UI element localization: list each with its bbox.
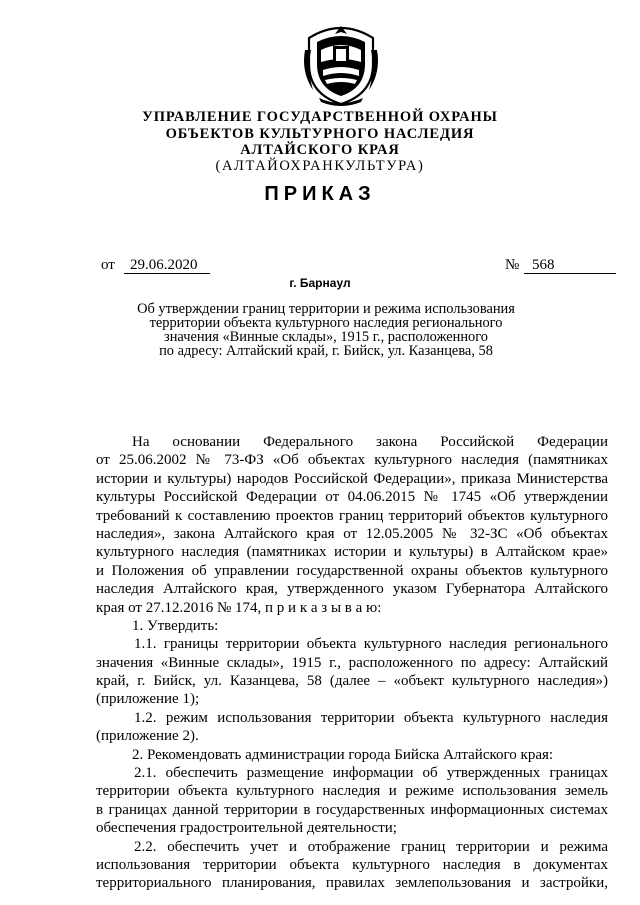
org-short-name: (АЛТАЙОХРАНКУЛЬТУРА) bbox=[215, 158, 425, 174]
document-subject bbox=[100, 302, 552, 358]
body-line: в границах данной территории в государственных информационных системах bbox=[96, 801, 608, 818]
document-type-title: ПРИКАЗ bbox=[264, 183, 376, 205]
subject-line: территории объекта культурного наследия регионального bbox=[149, 315, 503, 331]
document-number: 568 bbox=[524, 257, 616, 274]
body-line: обеспечения градостроительной деятельности; bbox=[96, 820, 397, 837]
list-item-2-2: 2.2. обеспечить учет и отображение границ территории и режима bbox=[134, 838, 608, 855]
document-date: 29.06.2020 bbox=[124, 257, 210, 274]
list-item-1: 1. Утвердить: bbox=[132, 617, 219, 634]
body-line: значения «Винные склады», 1915 г., расположенного по адресу: Алтайский bbox=[96, 654, 608, 671]
list-item-1-2: 1.2. режим использования территории объекта культурного наследия bbox=[134, 709, 608, 726]
body-line: На основании Федерального закона Российской Федерации bbox=[132, 434, 608, 450]
body-line: требований к составлению проектов границ территорий объектов культурного bbox=[96, 507, 608, 524]
body-line: территории объекта культурного наследия и режиме использования земель bbox=[96, 783, 608, 800]
city-label: г. Барнаул bbox=[289, 276, 351, 290]
body-line: от 25.06.2002 № 73-ФЗ «Об объектах культурного наследия (памятниках bbox=[96, 452, 608, 469]
list-item-2-1: 2.1. обеспечить размещение информации об утвержденных границах bbox=[134, 765, 608, 782]
subject-line: по адресу: Алтайский край, г. Бийск, ул. Казанцева, 58 bbox=[159, 343, 493, 359]
body-line: культурного наследия (памятниках истории и культуры) в Алтайском крае» bbox=[96, 544, 608, 561]
org-name-line: АЛТАЙСКОГО КРАЯ bbox=[240, 142, 400, 158]
body-line: использования территории объекта культурного наследия в документах bbox=[96, 856, 608, 873]
body-line: (приложение 2). bbox=[96, 728, 199, 745]
number-prefix: № bbox=[505, 257, 520, 273]
subject-line: значения «Винные склады», 1915 г., расположенного bbox=[164, 329, 488, 345]
body-line: территориального планирования, правилах землепользования и застройки, bbox=[96, 875, 608, 892]
date-prefix: от bbox=[101, 257, 115, 273]
body-line: (приложение 1); bbox=[96, 691, 200, 708]
org-name-line: УПРАВЛЕНИЕ ГОСУДАРСТВЕННОЙ ОХРАНЫ bbox=[142, 109, 498, 125]
body-line: культуры Российской Федерации от 04.06.2015 № 1745 «Об утверждении bbox=[96, 489, 608, 506]
body-line: наследия Алтайского края, утвержденного указом Губернатора Алтайского bbox=[96, 581, 608, 598]
body-line: и Положения об управлении государственной охраны объектов культурного bbox=[96, 562, 608, 579]
body-line: край, г. Бийск, ул. Казанцева, 58 (далее – «объект культурного наследия») bbox=[96, 673, 608, 690]
body-line: края от 27.12.2016 № 174, п р и к а з ы в а ю: bbox=[96, 599, 382, 616]
body-line: истории и культуры) народов Российской Федерации», приказа Министерства bbox=[96, 470, 608, 487]
coat-of-arms-emblem bbox=[299, 20, 383, 106]
subject-line: Об утверждении границ территории и режима использования bbox=[137, 301, 515, 317]
body-line: наследия», закона Алтайского края от 12.05.2005 № 32-ЗС «Об объектах bbox=[96, 525, 608, 542]
list-item-1-1: 1.1. границы территории объекта культурного наследия регионального bbox=[134, 636, 608, 653]
list-item-2: 2. Рекомендовать администрации города Бийска Алтайского края: bbox=[132, 746, 554, 763]
org-name-line: ОБЪЕКТОВ КУЛЬТУРНОГО НАСЛЕДИЯ bbox=[165, 126, 475, 142]
document-body bbox=[96, 433, 608, 893]
